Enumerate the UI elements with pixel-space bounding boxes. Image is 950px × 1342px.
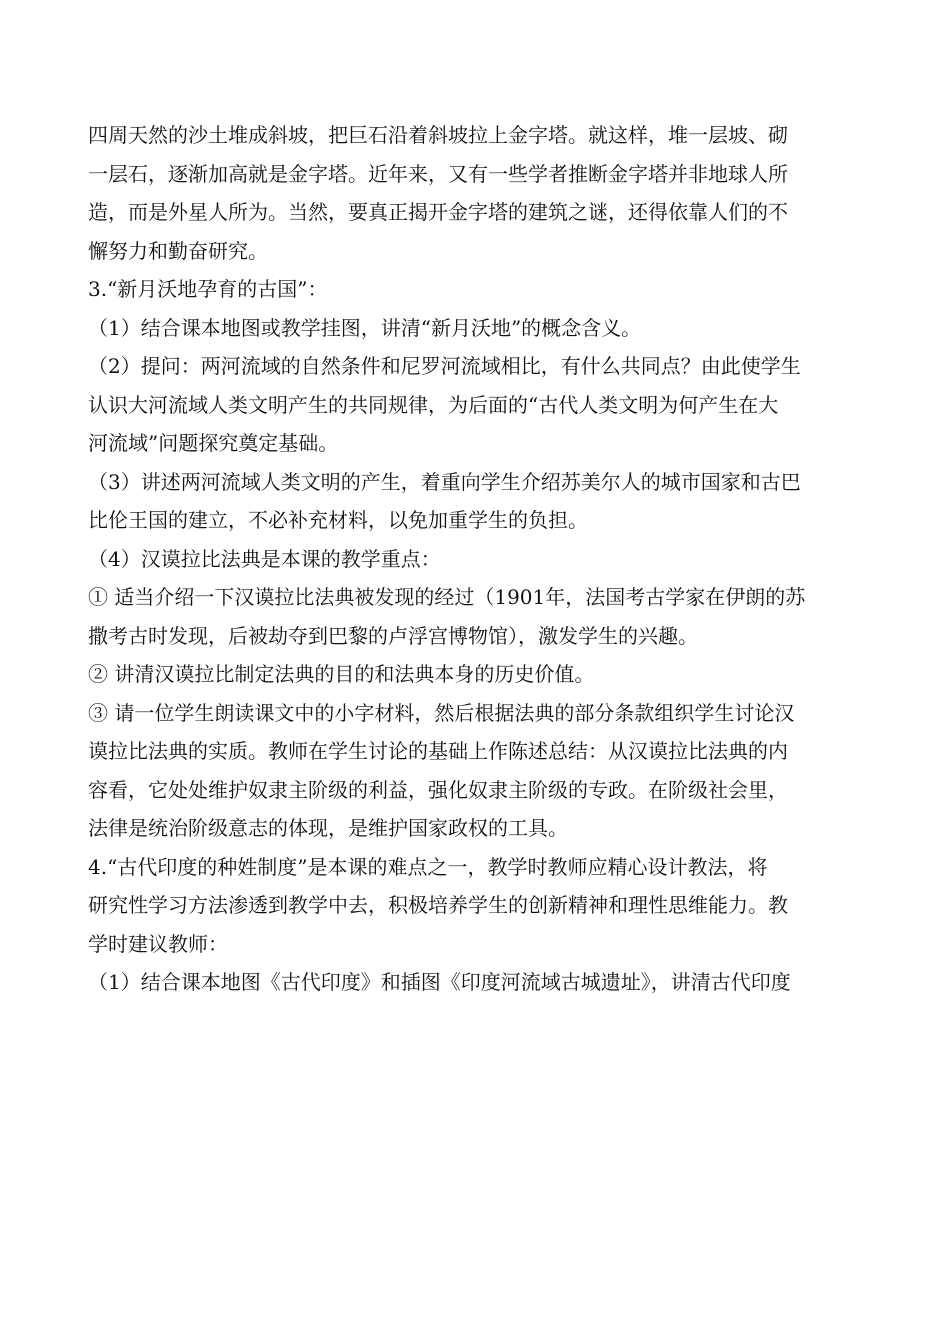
list-item: （1）结合课本地图或教学挂图，讲清“新月沃地”的概念含义。 <box>88 315 642 340</box>
list-item: （2）提问：两河流域的自然条件和尼罗河流域相比，有什么共同点？由此使学生 <box>88 354 801 378</box>
text-line: 认识大河流域人类文明产生的共同规律，为后面的“古代人类文明为何产生在大 <box>88 392 779 417</box>
section-heading: 4.“古代印度的种姓制度”是本课的难点之一，教学时教师应精心设计教法，将 <box>88 854 768 879</box>
text-line: 四周天然的沙土堆成斜坡，把巨石沿着斜坡拉上金字塔。就这样，堆一层坡、砌 <box>88 123 788 147</box>
text-line: 造，而是外星人所为。当然，要真正揭开金字塔的建筑之谜，还得依靠人们的不 <box>88 200 788 224</box>
text-line: 学时建议教师： <box>88 931 228 956</box>
text-line: 一层石，逐渐加高就是金字塔。近年来，又有一些学者推断金字塔并非地球人所 <box>88 161 788 186</box>
text-line: 法律是统治阶级意志的体现，是维护国家政权的工具。 <box>88 816 568 840</box>
list-item: （4）汉谟拉比法典是本课的教学重点： <box>88 546 441 571</box>
text-line: 比伦王国的建立，不必补充材料，以免加重学生的负担。 <box>88 508 588 532</box>
sub-list-item: ② 讲清汉谟拉比制定法典的目的和法典本身的历史价值。 <box>88 662 595 686</box>
sub-list-item: ③ 请一位学生朗读课文中的小字材料，然后根据法典的部分条款组织学生讨论汉 <box>88 700 795 725</box>
text-line: 谟拉比法典的实质。教师在学生讨论的基础上作陈述总结：从汉谟拉比法典的内 <box>88 739 788 763</box>
text-line: 容看，它处处维护奴隶主阶级的利益，强化奴隶主阶级的专政。在阶级社会里， <box>88 777 788 802</box>
text-line: 懈努力和勤奋研究。 <box>88 238 268 263</box>
list-item: （3）讲述两河流域人类文明的产生，着重向学生介绍苏美尔人的城市国家和古巴 <box>88 469 801 494</box>
section-heading: 3.“新月沃地孕育的古国”： <box>88 277 328 301</box>
sub-list-item: ① 适当介绍一下汉谟拉比法典被发现的经过（1901年，法国考古学家在伊朗的苏 <box>88 585 806 609</box>
document-page <box>88 116 864 1002</box>
text-line: 研究性学习方法渗透到教学中去，积极培养学生的创新精神和理性思维能力。教 <box>88 893 788 917</box>
list-item: （1）结合课本地图《古代印度》和插图《印度河流域古城遗址》，讲清古代印度 <box>88 970 791 994</box>
text-line: 河流域”问题探究奠定基础。 <box>88 431 339 455</box>
text-line: 撒考古时发现，后被劫夺到巴黎的卢浮宫博物馆），激发学生的兴趣。 <box>88 623 698 648</box>
